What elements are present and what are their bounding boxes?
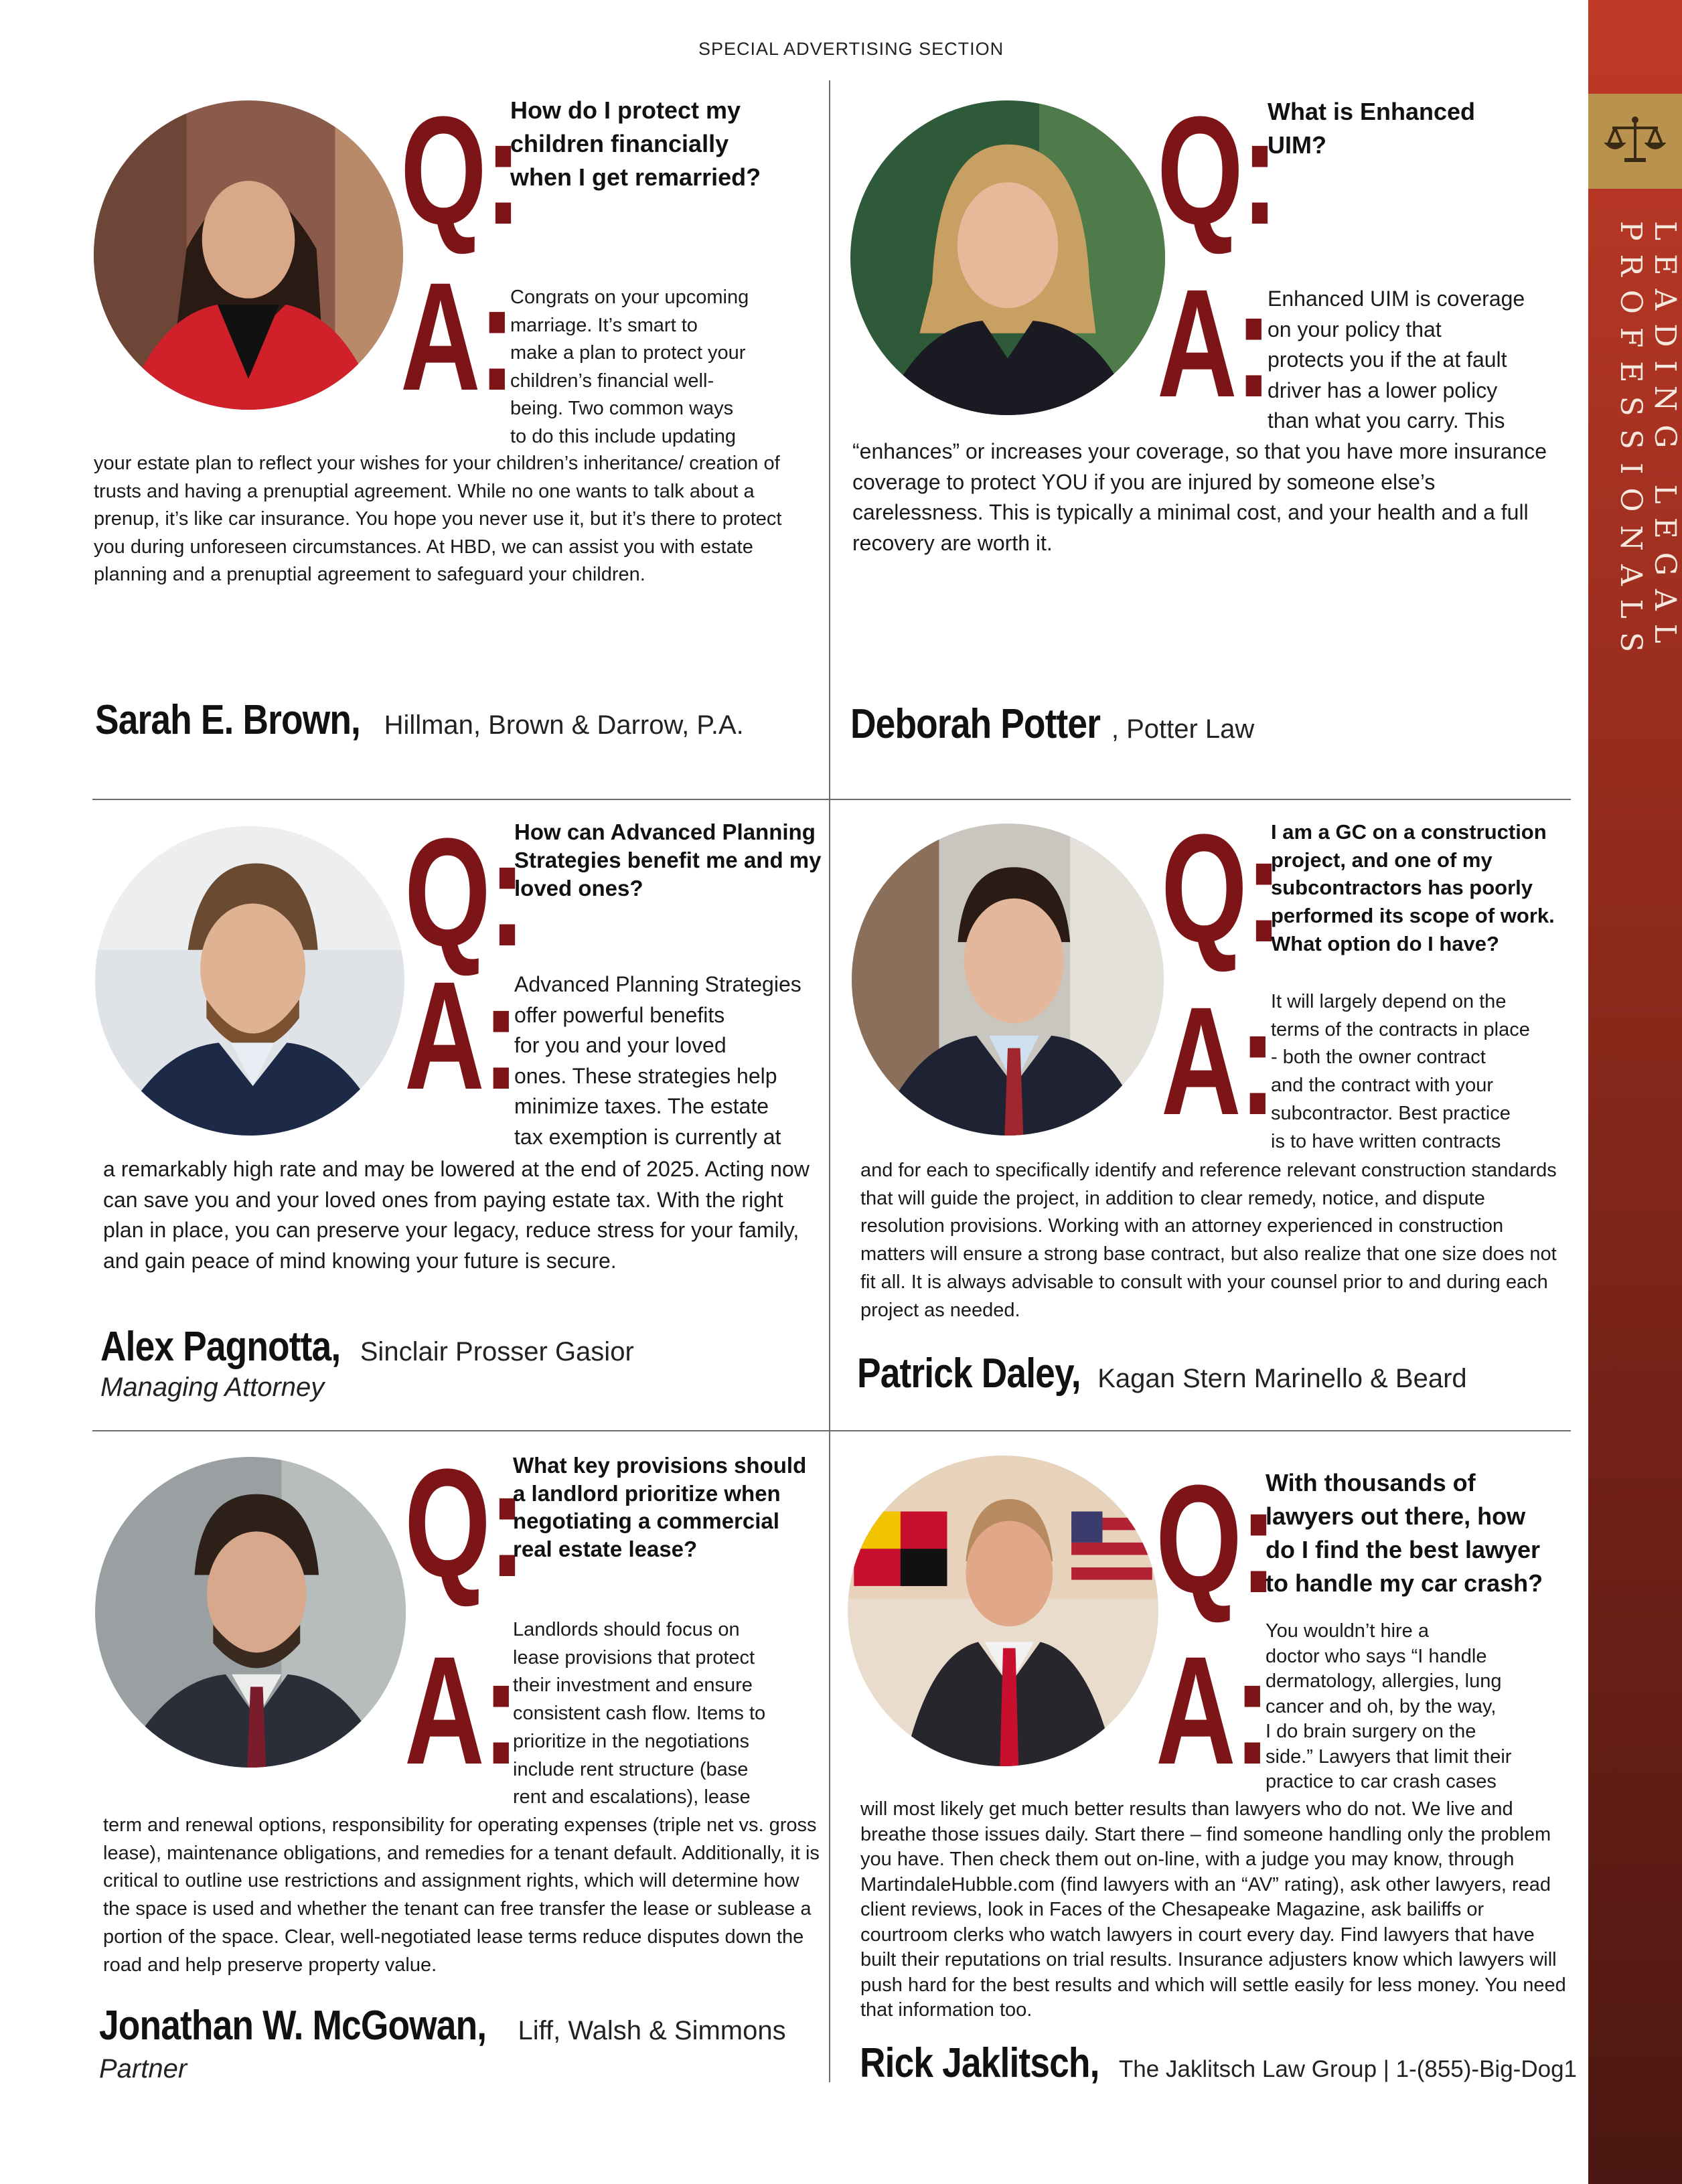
attorney-name: Sarah E. Brown, [95,697,360,743]
attorney-title: Managing Attorney [100,1373,325,1402]
answer-line: driver has a lower policy [1268,378,1498,402]
firm-name: Sinclair Prosser Gasior [352,1337,634,1367]
answer-line: and the contract with your [1271,1075,1494,1097]
sidebar-badge [1588,94,1682,189]
question-marker: Q: [1156,1453,1276,1625]
attorney-byline [95,696,744,744]
answer-line: I do brain surgery on the [1266,1721,1476,1742]
answer-line: make a plan to protect your [510,342,746,364]
question-marker: Q: [1157,84,1277,256]
answer-line: cancer and oh, by the way, [1266,1695,1497,1717]
answer-line: marriage. It’s smart to [510,314,698,336]
answer-line: tax exemption is currently at [514,1124,781,1149]
attorney-name: Jonathan W. McGowan, [99,2003,487,2049]
answer-line: dermatology, allergies, lung [1266,1670,1502,1692]
question-text: How can Advanced Planning Strategies benefit me and my loved ones? [514,820,822,901]
answer-text [1271,988,1579,1156]
answer-marker: A: [404,1624,518,1796]
answer-continuation: your estate plan to reflect your wishes for your children’s inheritance/ creation of trusts and having a prenuptial agreement. While no one wants to talk about a prenup, it’s like car insurance. You hope you never use it, but it’s there to protect you during unforeseen circumstances. At HBD, we can assist you with estate planning and a prenuptial agreement to safeguard your children. [94,453,782,585]
answer-line: is to have written contracts [1271,1130,1501,1152]
answer-line: include rent structure (base [513,1758,749,1780]
question-marker: Q: [404,1437,524,1609]
answer-line: than what you carry. This [1268,408,1505,433]
answer-marker: A: [404,949,518,1121]
answer-continuation: a remarkably high rate and may be lowered at the end of 2025. Acting now can save you and your loved ones from paying estate tax. With the right plan in place, you can preserve your legacy, reduce stress for your family, and gain peace of mind knowing your future is secure. [103,1157,810,1273]
answer-marker: A: [1161,975,1274,1147]
answer-line: Congrats on your upcoming [510,287,749,308]
question-marker: Q: [1161,802,1281,974]
answer-line: consistent cash flow. Items to [513,1703,766,1725]
answer-continuation: term and renewal options, responsibility for operating expenses (triple net vs. gross lease), maintenance obligations, and remedies for a tenant default. Additionally, it is critical to outline use restrictions and assignment rights, which will determine how the space is used and whether the tenant can free transfer the lease or sublease a portion of the space. Clear, well-negotiated lease terms reduce disputes down the road and help preserve property value. [103,1814,820,1976]
attorney-portrait [95,826,404,1136]
answer-line: being. Two common ways [510,398,734,419]
answer-text [514,969,822,1152]
attorney-name: Rick Jaklitsch, [860,2040,1099,2086]
attorney-portrait [852,824,1164,1136]
firm-name: Liff, Walsh & Simmons [510,2016,786,2045]
answer-line: protects you if the at fault [1268,347,1507,372]
answer-line: their investment and ensure [513,1674,753,1697]
answer-line: Advanced Planning Strategies [514,972,801,996]
attorney-byline [99,2002,786,2049]
answer-line: You wouldn’t hire a [1266,1620,1429,1642]
answer-line: Landlords should focus on [513,1619,740,1640]
attorney-portrait [95,1457,406,1768]
answer-marker: A: [400,250,514,422]
answer-line: ones. These strategies help [514,1063,777,1088]
firm-name: Hillman, Brown & Darrow, P.A. [376,710,744,740]
section-header: SPECIAL ADVERTISING SECTION [698,39,1004,59]
answer-text [1266,1619,1574,1795]
attorney-portrait [850,100,1165,415]
attorney-name: Alex Pagnotta, [100,1324,341,1370]
attorney-portrait [848,1456,1158,1766]
attorney-portrait [94,100,403,410]
attorney-byline [100,1323,634,1371]
attorney-name: Patrick Daley, [857,1350,1081,1397]
answer-line: offer powerful benefits [514,1002,725,1027]
question-marker: Q: [400,84,520,256]
answer-continuation: and for each to specifically identify and reference relevant construction standards that will guide the project, in addition to clear remedy, notice, and dispute resolution provisions. Working with an attorney experienced in construction matters will ensure a strong base contract, but also realize that one size does not fit all. It is always advisable to consult with your counsel prior to and during each project as needed. [860,1160,1557,1321]
answer-line: minimize taxes. The estate [514,1094,769,1118]
attorney-byline [860,2039,1577,2087]
answer-text [510,284,805,451]
attorney-byline [857,1350,1467,1397]
answer-line: - both the owner contract [1271,1046,1486,1069]
question-text: I am a GC on a construction project, and one of my subcontractors has poorly performed its scope of work. What option do I have? [1271,820,1555,955]
row-divider [92,799,1571,800]
answer-marker: A: [1156,1624,1269,1796]
row-divider [92,1430,1571,1431]
attorney-title: Partner [99,2054,187,2084]
answer-line: subcontractor. Best practice [1271,1102,1511,1124]
answer-line: for you and your loved [514,1033,727,1057]
column-divider [829,80,830,2082]
answer-line: practice to car crash cases [1266,1771,1497,1792]
answer-line: children’s financial well- [510,370,714,392]
question-text: How do I protect my children financially when I get remarried? [510,96,761,191]
answer-continuation: will most likely get much better results than lawyers who do not. We live and breathe those issues daily. Start there – find someone handling only the problem you have. Then check them out on-line, with a judge you may know, through MartindaleHubble.com (find lawyers with an “AV” rating), ask other lawyers, read client reviews, look in Faces of the Chesapeake Magazine, ask bailiffs or courtroom clerks who watch lawyers in court every day. Find lawyers that have built their reputations on trial results. Insurance adjusters know which lawyers will push hard for the best results and which will settle easily for less money. You need that information too. [860,1798,1566,2021]
question-marker: Q: [404,806,524,978]
answer-line: to do this include updating [510,425,736,447]
answer-line: Enhanced UIM is coverage [1268,287,1525,311]
answer-continuation: “enhances” or increases your coverage, so that you have more insurance coverage to protect YOU if you are injured by someone else’s carelessness. This is typically a minimal cost, and your health and a full recovery are worth it. [852,439,1547,555]
sidebar-title: LEADING LEGAL PROFESSIONALS [1614,221,1682,666]
firm-name: , Potter Law [1111,714,1255,744]
firm-name: The Jaklitsch Law Group | 1-(855)-Big-Dog1 [1112,2056,1577,2082]
firm-name: Kagan Stern Marinello & Beard [1090,1364,1467,1393]
answer-line: doctor who says “I handle [1266,1645,1487,1667]
answer-line: It will largely depend on the [1271,991,1507,1012]
answer-line: rent and escalations), lease [513,1786,751,1808]
attorney-byline [850,700,1254,748]
answer-line: lease provisions that protect [513,1646,755,1668]
scales-of-justice-icon [1602,114,1669,168]
attorney-name: Deborah Potter [850,701,1101,747]
question-text: What key provisions should a landlord prioritize when negotiating a commercial real estate lease? [513,1453,807,1562]
answer-text [513,1616,821,1812]
question-text: With thousands of lawyers out there, how do I find the best lawyer to handle my car crash? [1266,1469,1543,1597]
answer-line: side.” Lawyers that limit their [1266,1745,1512,1768]
answer-line: prioritize in the negotiations [513,1730,750,1752]
answer-line: terms of the contracts in place [1271,1018,1530,1040]
answer-text [1268,284,1562,437]
answer-line: on your policy that [1268,317,1442,341]
answer-marker: A: [1157,257,1270,429]
question-text: What is Enhanced UIM? [1268,98,1476,159]
